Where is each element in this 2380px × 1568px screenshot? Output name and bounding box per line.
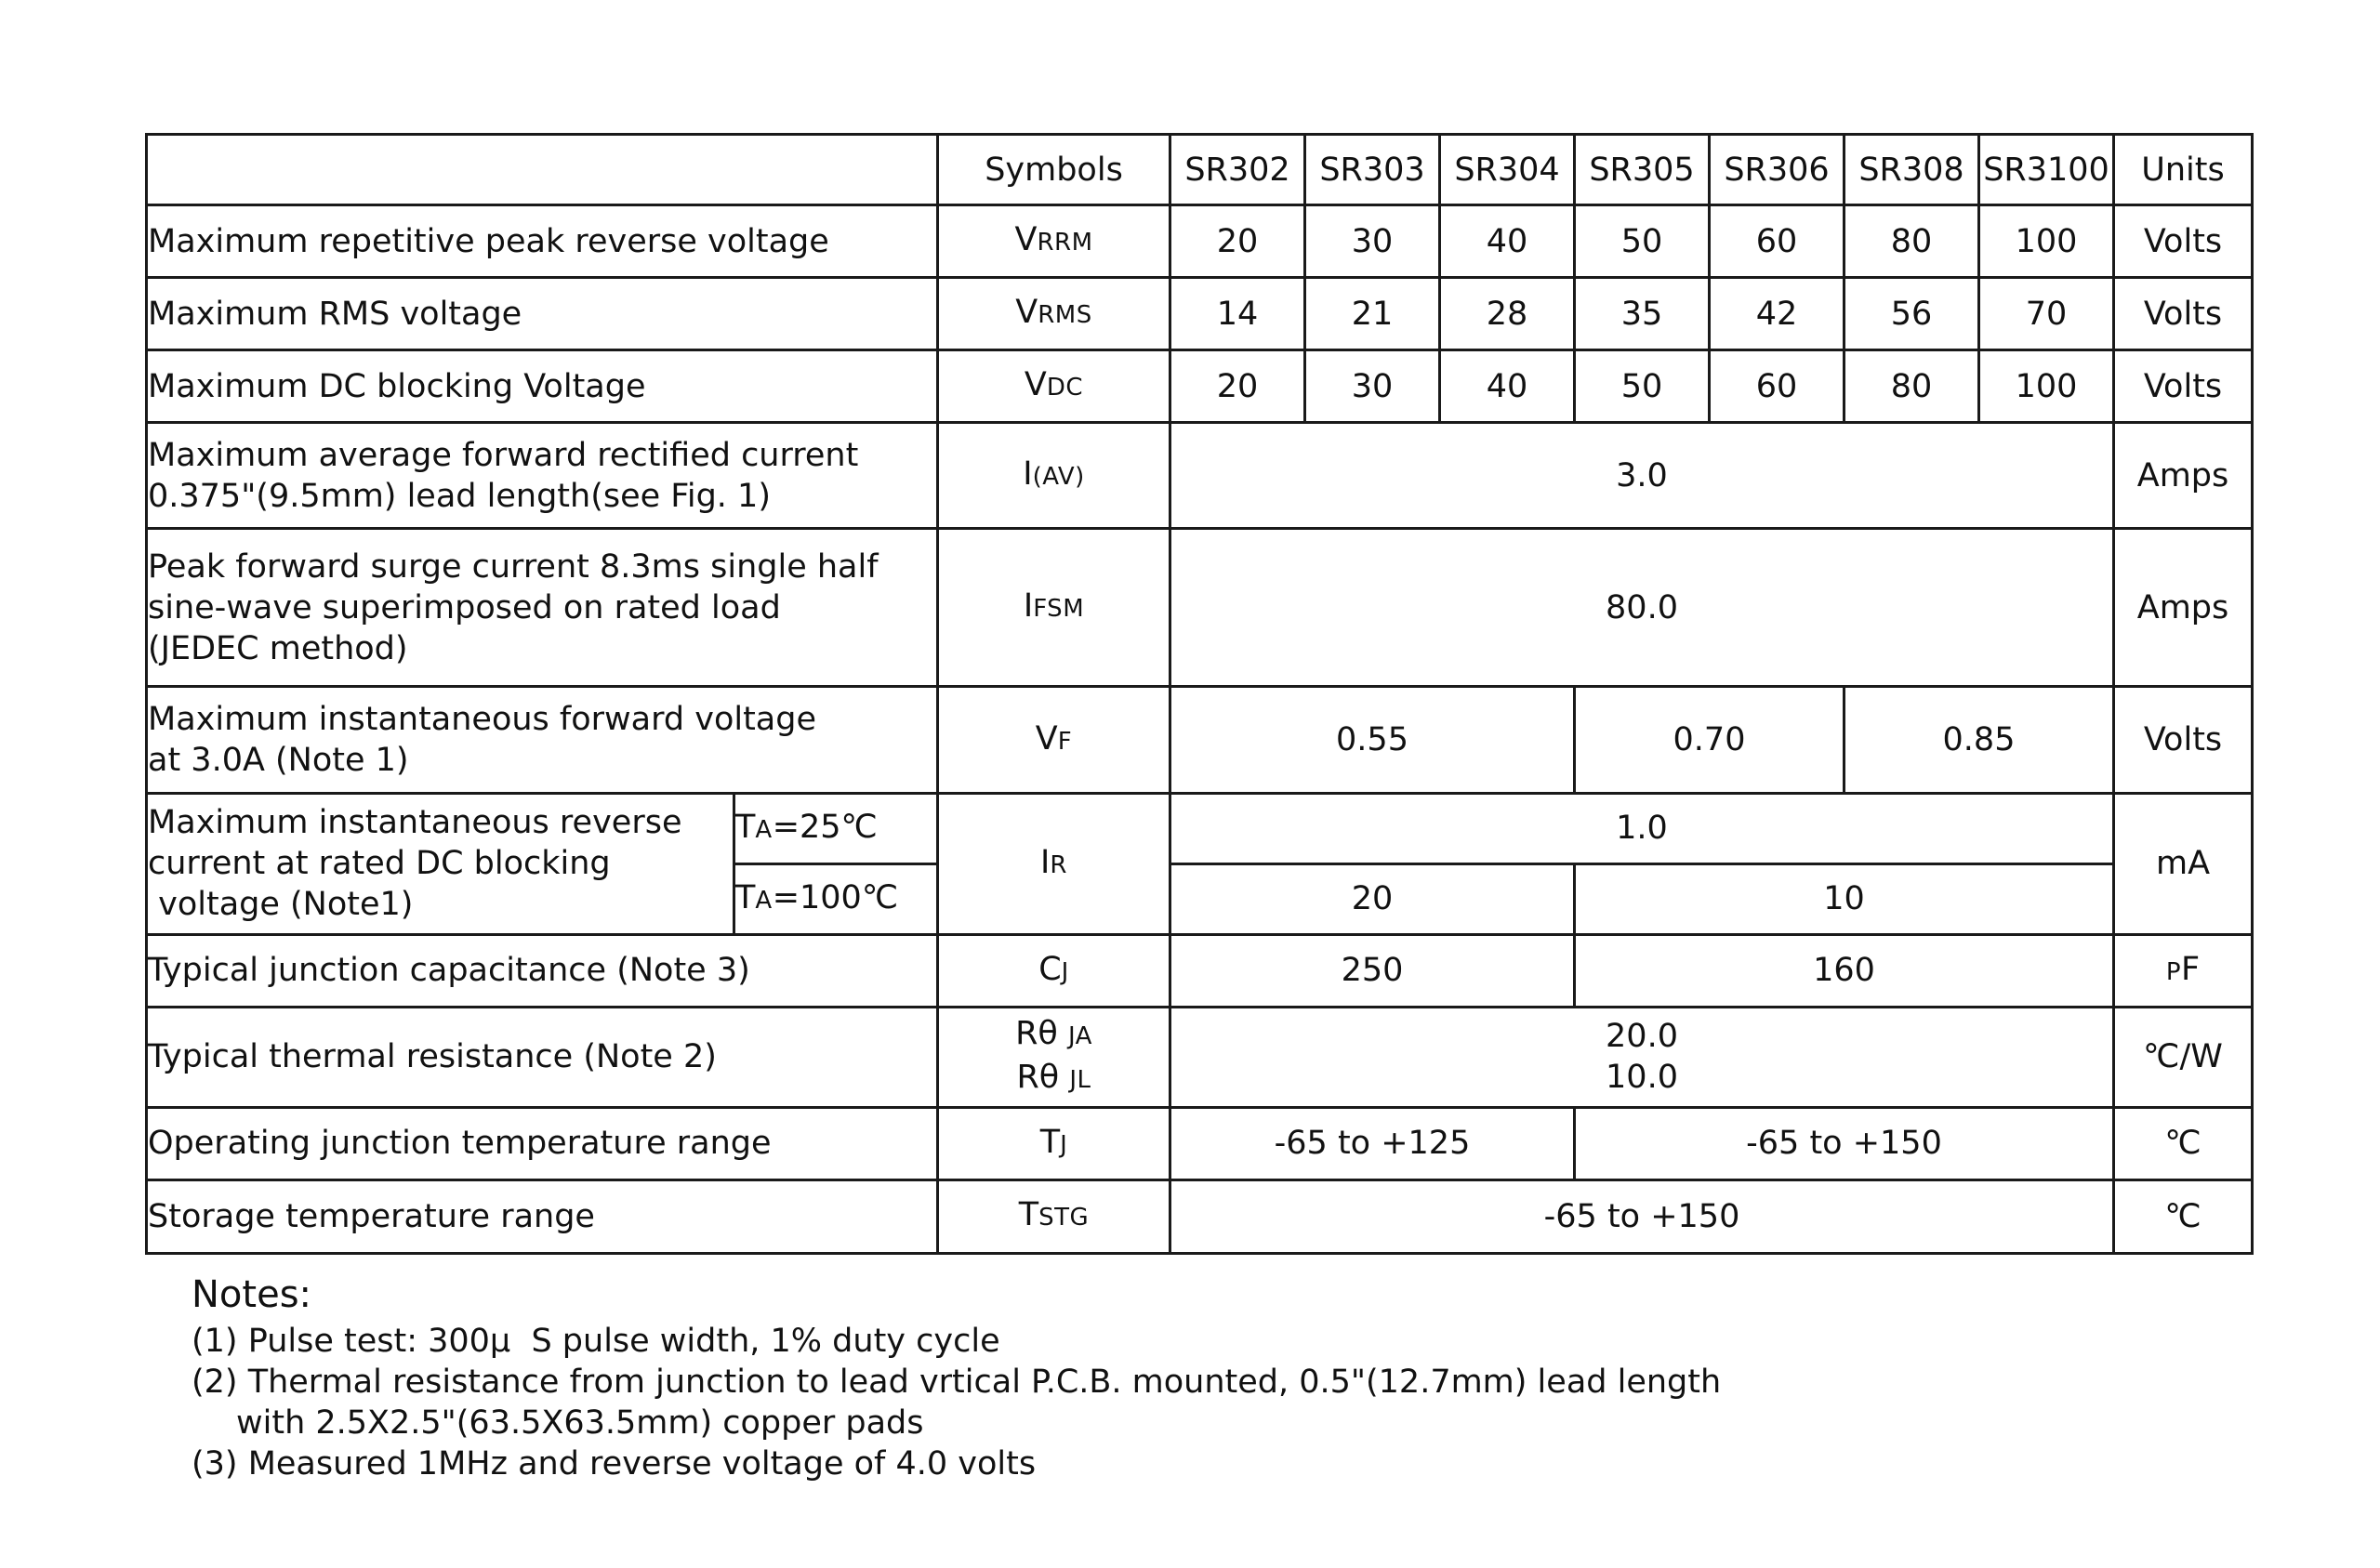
value-cell: 30 [1305, 350, 1440, 423]
unit-cell: Volts [2114, 278, 2253, 350]
symbol-cell [938, 529, 1170, 687]
note-2-line-2: with 2.5X2.5"(63.5X63.5mm) copper pads [236, 1404, 924, 1442]
param-label-line: Peak forward surge current 8.3ms single half [148, 547, 879, 586]
symbol-sub: RMS [1038, 301, 1092, 330]
unit-cell: ℃/W [2114, 1007, 2253, 1107]
symbol-sub: R [1050, 850, 1067, 879]
symbol-main: I [1023, 587, 1034, 626]
param-label: Storage temperature range [147, 1179, 938, 1253]
condition-sub: A [755, 886, 773, 915]
value-cell: 70 [1979, 278, 2114, 350]
value-cell: 60 [1710, 350, 1844, 423]
param-label-line: at 3.0A (Note 1) [148, 742, 409, 780]
condition-main: T [735, 808, 756, 846]
value-cell: 56 [1844, 278, 1979, 350]
symbol-main: V [1015, 294, 1038, 332]
symbol-sub: J [1061, 957, 1069, 986]
value-cell: 40 [1440, 205, 1575, 278]
symbol-main: V [1014, 221, 1038, 259]
symbol-cell [938, 423, 1170, 529]
notes-section [192, 1269, 1865, 1484]
condition-ta-25 [734, 793, 938, 863]
symbol-sub: RRM [1037, 229, 1093, 257]
value-cell: 40 [1440, 350, 1575, 423]
symbol-main: I [1023, 455, 1033, 494]
condition-main: T [735, 878, 756, 916]
param-label [147, 793, 734, 934]
value-cell: 100 [1979, 350, 2114, 423]
symbol-cell [938, 205, 1170, 278]
value-cell [1170, 1007, 2114, 1107]
row-ifsm [147, 529, 2253, 687]
unit-cell: Amps [2114, 529, 2253, 687]
param-label-line: sine-wave superimposed on rated load [148, 588, 781, 626]
row-ir-25 [147, 793, 2253, 863]
unit-cell: mA [2114, 793, 2253, 934]
value-cell: 80.0 [1170, 529, 2114, 687]
symbol-main: I [1040, 843, 1051, 881]
value-cell: 50 [1575, 205, 1710, 278]
row-vf [147, 687, 2253, 793]
value-cell: -65 to +125 [1170, 1107, 1575, 1179]
note-2-line-1: (2) Thermal resistance from junction to lead vrtical P.C.B. mounted, 0.5"(12.7mm) lead length [192, 1364, 1722, 1401]
row-rth [147, 1007, 2253, 1107]
value-cell: 28 [1440, 278, 1575, 350]
param-label-line: voltage (Note1) [148, 886, 414, 924]
param-label-line: Maximum instantaneous forward voltage [148, 701, 817, 739]
unit-cell [2114, 934, 2253, 1007]
param-label-line: current at rated DC blocking [148, 845, 611, 883]
param-label: Maximum DC blocking Voltage [147, 350, 938, 423]
row-vdc [147, 350, 2253, 423]
value-cell: 0.70 [1575, 687, 1844, 793]
condition-rest: =100℃ [772, 878, 899, 916]
symbol-sub: (AV) [1032, 463, 1085, 492]
value-cell: 0.85 [1844, 687, 2114, 793]
param-label [147, 423, 938, 529]
symbol-cell [938, 278, 1170, 350]
header-units: Units [2114, 135, 2253, 205]
value-cell: 3.0 [1170, 423, 2114, 529]
row-vrrm [147, 205, 2253, 278]
symbol-sub: JL [1069, 1066, 1091, 1095]
value-cell: 80 [1844, 350, 1979, 423]
value-cell: 80 [1844, 205, 1979, 278]
symbol-sub: STG [1038, 1204, 1090, 1232]
header-model-sr3100: SR3100 [1979, 135, 2114, 205]
value-cell: 50 [1575, 350, 1710, 423]
value-cell: 0.55 [1170, 687, 1575, 793]
symbol-cell [938, 350, 1170, 423]
param-label: Operating junction temperature range [147, 1107, 938, 1179]
param-label: Typical junction capacitance (Note 3) [147, 934, 938, 1007]
value-cell: 20 [1170, 350, 1305, 423]
unit-cell: ℃ [2114, 1107, 2253, 1179]
value-cell: -65 to +150 [1170, 1179, 2114, 1253]
value-cell: 21 [1305, 278, 1440, 350]
value-cell: 60 [1710, 205, 1844, 278]
symbol-sub: F [1057, 727, 1073, 756]
row-vrms [147, 278, 2253, 350]
value-cell: 160 [1575, 934, 2114, 1007]
header-model-sr304: SR304 [1440, 135, 1575, 205]
row-cj [147, 934, 2253, 1007]
header-row [147, 135, 2253, 205]
param-label-line: 0.375"(9.5mm) lead length(see Fig. 1) [148, 477, 771, 515]
symbol-cell [938, 1007, 1170, 1107]
symbol-sub: FSM [1033, 595, 1085, 624]
note-1: (1) Pulse test: 300μ S pulse width, 1% duty cycle [192, 1323, 1000, 1360]
notes-title: Notes: [192, 1273, 312, 1316]
param-label [147, 687, 938, 793]
value-cell: 35 [1575, 278, 1710, 350]
unit-cell: Amps [2114, 423, 2253, 529]
param-label: Maximum repetitive peak reverse voltage [147, 205, 938, 278]
symbol-cell [938, 1107, 1170, 1179]
symbol-sub: J [1060, 1130, 1068, 1159]
condition-sub: A [755, 815, 773, 844]
symbol-main: V [1024, 366, 1047, 404]
header-model-sr303: SR303 [1305, 135, 1440, 205]
value-cell: 250 [1170, 934, 1575, 1007]
value-cell: 14 [1170, 278, 1305, 350]
symbol-main: T [1018, 1196, 1039, 1234]
symbol-cell [938, 1179, 1170, 1253]
symbol-cell [938, 934, 1170, 1007]
header-model-sr306: SR306 [1710, 135, 1844, 205]
param-label [147, 529, 938, 687]
value-cell: 20 [1170, 863, 1575, 934]
row-tstg [147, 1179, 2253, 1253]
value-line: 10.0 [1606, 1059, 1678, 1097]
value-cell: 42 [1710, 278, 1844, 350]
symbol-main: V [1035, 719, 1058, 758]
value-cell: -65 to +150 [1575, 1107, 2114, 1179]
row-tj [147, 1107, 2253, 1179]
row-iav [147, 423, 2253, 529]
param-label: Maximum RMS voltage [147, 278, 938, 350]
condition-rest: =25℃ [772, 808, 878, 846]
symbol-main: Rθ [1016, 1059, 1060, 1097]
ratings-table [145, 133, 2254, 1255]
symbol-main: Rθ [1015, 1015, 1058, 1053]
unit-main: F [2181, 950, 2201, 988]
header-empty-cell [147, 135, 938, 205]
value-cell: 30 [1305, 205, 1440, 278]
symbol-main: C [1038, 950, 1062, 988]
param-label: Typical thermal resistance (Note 2) [147, 1007, 938, 1107]
value-cell: 20 [1170, 205, 1305, 278]
header-symbols: Symbols [938, 135, 1170, 205]
header-model-sr302: SR302 [1170, 135, 1305, 205]
symbol-cell [938, 793, 1170, 934]
value-line: 20.0 [1606, 1018, 1678, 1056]
symbol-cell [938, 687, 1170, 793]
param-label-line: Maximum average forward rectified current [148, 436, 859, 474]
condition-ta-100 [734, 863, 938, 934]
header-model-sr308: SR308 [1844, 135, 1979, 205]
symbol-main: T [1039, 1123, 1061, 1161]
param-label-line: Maximum instantaneous reverse [148, 804, 682, 842]
note-3: (3) Measured 1MHz and reverse voltage of 4.0 volts [192, 1445, 1037, 1482]
unit-prefix: P [2165, 957, 2182, 986]
symbol-sub: DC [1046, 374, 1084, 402]
value-cell: 100 [1979, 205, 2114, 278]
param-label-line: (JEDEC method) [148, 629, 408, 667]
unit-cell: ℃ [2114, 1179, 2253, 1253]
unit-cell: Volts [2114, 205, 2253, 278]
header-model-sr305: SR305 [1575, 135, 1710, 205]
value-cell: 10 [1575, 863, 2114, 934]
symbol-sub: JA [1067, 1022, 1092, 1051]
unit-cell: Volts [2114, 687, 2253, 793]
value-cell: 1.0 [1170, 793, 2114, 863]
unit-cell: Volts [2114, 350, 2253, 423]
